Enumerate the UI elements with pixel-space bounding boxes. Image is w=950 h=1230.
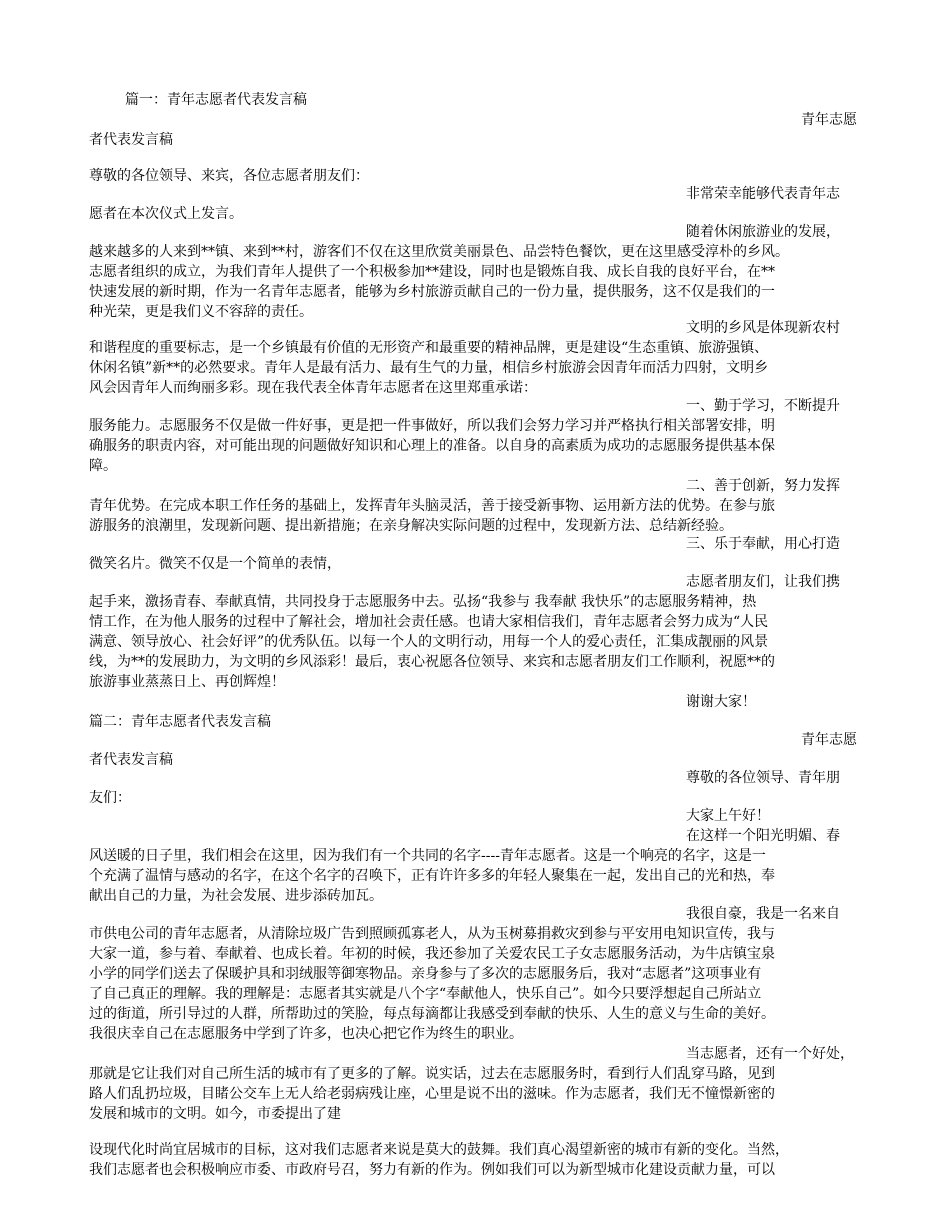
text-line: 当志愿者，还有一个好处， <box>686 1046 854 1062</box>
text-line: 随着休闲旅游业的发展， <box>686 224 840 240</box>
text-line: 快速发展的新时期，作为一名青年志愿者，能够为乡村旅游贡献自己的一份力量，提供服务，这不仅是我们的一 <box>89 284 775 300</box>
text-line: 了自己真正的理解。我的理解是：志愿者其实就是八个字“奉献他人，快乐自己”。如今只要浮想起自己所站立 <box>89 986 762 1002</box>
text-line: 青年优势。在完成本职工作任务的基础上，发挥青年头脑灵活，善于接受新事物、运用新方法的优势。在参与旅 <box>89 498 775 514</box>
text-line: 文明的乡风是体现新农村 <box>686 320 840 336</box>
text-line: 我很自豪，我是一名来自 <box>686 906 840 922</box>
text-line: 越来越多的人来到**镇、来到**村，游客们不仅在这里欣赏美丽景色、品尝特色餐饮，更在这里感受淳朴的乡风。 <box>89 244 789 260</box>
text-line: 微笑名片。微笑不仅是一个简单的表情， <box>89 556 341 572</box>
text-line: 在这样一个阳光明媚、春 <box>686 828 840 844</box>
text-line: 大家上午好！ <box>686 808 770 824</box>
text-line: 大家一道，参与着、奉献着、也成长着。年初的时候，我还参加了关爱农民工子女志愿服务活动，为牛店镇宝泉 <box>89 946 775 962</box>
text-line: 谢谢大家！ <box>686 694 756 710</box>
text-line: 休闲名镇”新**的必然要求。青年人是最有活力、最有生气的力量，相信乡村旅游会因青年而活力四射，文明乡 <box>89 360 769 376</box>
text-line: 游服务的浪潮里，发现新问题、提出新措施；在亲身解决实际问题的过程中，发现新方法、总结新经验。 <box>89 518 733 534</box>
text-line: 青年志愿 <box>801 732 857 748</box>
text-line: 志愿者组织的成立，为我们青年人提供了一个积极参加**建设，同时也是锻炼自我、成长自我的良好平台，在** <box>89 264 775 280</box>
text-line: 设现代化时尚宜居城市的目标，这对我们志愿者来说是莫大的鼓舞。我们真心渴望新密的城市有新的变化。当然， <box>89 1142 789 1158</box>
text-line: 尊敬的各位领导、来宾，各位志愿者朋友们： <box>89 168 369 184</box>
text-line: 个充满了温情与感动的名字，在这个名字的召唤下，正有许许多多的年轻人聚集在一起，发出自己的光和热，奉 <box>89 868 775 884</box>
text-line: 者代表发言稿 <box>89 752 173 768</box>
text-line: 风送暖的日子里，我们相会在这里，因为我们有一个共同的名字----青年志愿者。这是一个响亮的名字，这是一 <box>89 848 766 864</box>
text-line: 发展和城市的文明。如今，市委提出了建 <box>89 1106 341 1122</box>
text-line: 尊敬的各位领导、青年朋 <box>686 770 840 786</box>
text-line: 过的街道，所引导过的人群，所帮助过的笑脸，每点每滴都让我感受到奉献的快乐、人生的意义与生命的美好。 <box>89 1006 775 1022</box>
text-line: 旅游事业蒸蒸日上、再创辉煌！ <box>89 674 285 690</box>
text-line: 确服务的职责内容，对可能出现的问题做好知识和心理上的准备。以自身的高素质为成功的志愿服务提供基本保 <box>89 438 775 454</box>
text-line: 那就是它让我们对自己所生活的城市有了更多的了解。说实话，过去在志愿服务时，看到行人们乱穿马路，见到 <box>89 1066 775 1082</box>
text-line: 种光荣，更是我们义不容辞的责任。 <box>89 304 313 320</box>
text-line: 我们志愿者也会积极响应市委、市政府号召，努力有新的作为。例如我们可以为新型城市化建设贡献力量，可以 <box>89 1162 775 1178</box>
text-line: 献出自己的力量，为社会发展、进步添砖加瓦。 <box>89 888 383 904</box>
text-line: 市供电公司的青年志愿者，从清除垃圾广告到照顾孤寡老人，从为玉树募捐救灾到参与平安用电知识宣传，我与 <box>89 926 775 942</box>
text-line: 三、乐于奉献，用心打造 <box>686 536 840 552</box>
text-line: 二、善于创新，努力发挥 <box>686 478 840 494</box>
text-line: 青年志愿 <box>801 112 857 128</box>
section-one-title: 篇一：青年志愿者代表发言稿 <box>125 92 307 108</box>
text-line: 小学的同学们送去了保暖护具和羽绒服等御寒物品。亲身参与了多次的志愿服务后，我对“志愿者”这项事业有 <box>89 966 762 982</box>
text-line: 友们： <box>89 790 131 806</box>
text-line: 起手来，激扬青春、奉献真情，共同投身于志愿服务中去。弘扬“我参与 我奉献 我快乐”的志愿服务精神，热 <box>89 594 757 610</box>
text-line: 我很庆幸自己在志愿服务中学到了许多，也决心把它作为终生的职业。 <box>89 1026 523 1042</box>
text-line: 非常荣幸能够代表青年志 <box>686 186 840 202</box>
text-line: 线，为**的发展助力，为文明的乡风添彩！最后，衷心祝愿各位领导、来宾和志愿者朋友们工作顺利，祝愿**的 <box>89 654 775 670</box>
text-line: 和谐程度的重要标志，是一个乡镇最有价值的无形资产和最重要的精神品牌，更是建设“生态重镇、旅游强镇、 <box>89 340 769 356</box>
text-line: 志愿者朋友们，让我们携 <box>686 574 840 590</box>
text-line: 路人们乱扔垃圾，目睹公交车上无人给老弱病残让座，心里是说不出的滋味。作为志愿者，我们无不憧憬新密的 <box>89 1086 775 1102</box>
text-line: 情工作，在为他人服务的过程中了解社会，增加社会责任感。也请大家相信我们，青年志愿者会努力成为“人民 <box>89 614 769 630</box>
text-line: 障。 <box>89 458 117 474</box>
text-line: 愿者在本次仪式上发言。 <box>89 206 243 222</box>
text-line: 风会因青年人而绚丽多彩。现在我代表全体青年志愿者在这里郑重承诺： <box>89 380 537 396</box>
section-two-title: 篇二：青年志愿者代表发言稿 <box>89 714 271 730</box>
text-line: 一、勤于学习，不断提升 <box>686 398 840 414</box>
text-line: 服务能力。志愿服务不仅是做一件好事，更是把一件事做好，所以我们会努力学习并严格执行相关部署安排，明 <box>89 418 775 434</box>
text-line: 满意、领导放心、社会好评”的优秀队伍。以每一个人的文明行动，用每一个人的爱心责任，汇集成靓丽的风景 <box>89 634 769 650</box>
text-line: 者代表发言稿 <box>89 132 173 148</box>
